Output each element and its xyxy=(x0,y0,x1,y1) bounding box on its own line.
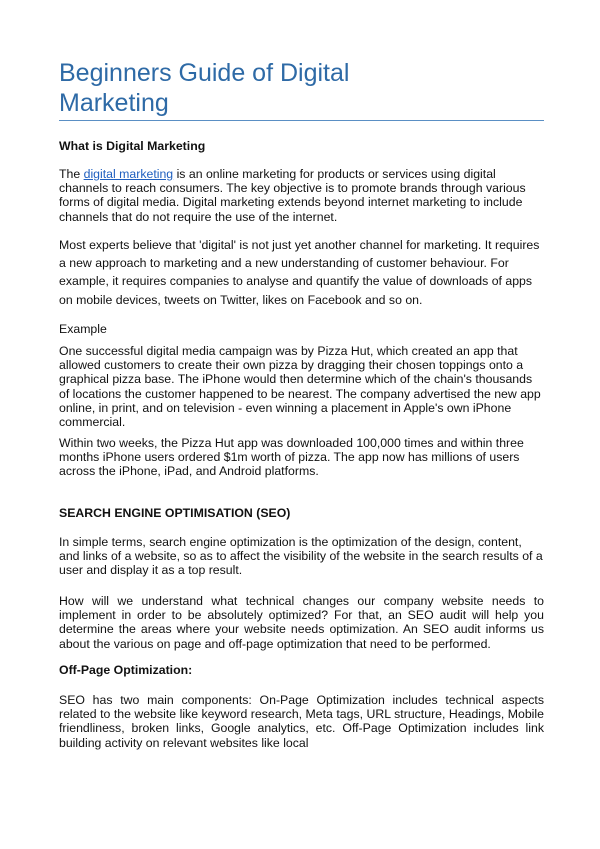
title-line-1: Beginners Guide of Digital xyxy=(59,59,350,87)
seo-audit-paragraph: How will we understand what technical changes our company website needs to implement in order to be absolutely optimized? For that, an SEO audit will help you determine the areas where your website needs optimization. An SEO audit informs us about the various on page and off-page optimization that need to be performed. xyxy=(59,594,544,651)
intro-post-link: is an online marketing for products or services using digital channels to reach consumers. The key objective is to promote brands through various forms of digital media. Digital marketing extends beyond internet marketing to include channels that do not require the use of the internet. xyxy=(59,167,526,224)
example-paragraph: One successful digital media campaign was by Pizza Hut, which created an app that allowed customers to create their own pizza by dragging their chosen toppings onto a graphical pizza base. The iPhone would then determine which of the chain's thousands of locations the customer happened to be nearest. The company advertised the new app online, in print, and on television - even winning a placement in Apple's own iPhone commercial. xyxy=(59,344,541,430)
intro-pre-link: The xyxy=(59,167,84,181)
results-paragraph: Within two weeks, the Pizza Hut app was downloaded 100,000 times and within three months iPhone users ordered $1m worth of pizza. The app now has millions of users across the iPhone, iPad, and Android platforms. xyxy=(59,436,524,479)
what-is-heading: What is Digital Marketing xyxy=(59,139,206,153)
seo-components-paragraph: SEO has two main components: On-Page Optimization includes technical aspects related to the website like keyword research, Meta tags, URL structure, Headings, Mobile friendliness, broken links, Google analytics, etc. Off-Page Optimization includes link building activity on relevant websites like local xyxy=(59,693,544,750)
offpage-heading: Off-Page Optimization: xyxy=(59,663,193,677)
seo-heading: SEARCH ENGINE OPTIMISATION (SEO) xyxy=(59,506,291,520)
title-divider xyxy=(59,120,544,121)
document-title xyxy=(59,58,539,118)
intro-paragraph xyxy=(59,167,544,224)
example-label: Example xyxy=(59,322,107,336)
title-line-2: Marketing xyxy=(59,89,169,117)
seo-definition-paragraph: In simple terms, search engine optimization is the optimization of the design, content, and links of a website, so as to affect the visibility of the website in the search results of a user and display it as a top result. xyxy=(59,535,543,578)
digital-marketing-link[interactable]: digital marketing xyxy=(83,167,174,181)
experts-paragraph: Most experts believe that 'digital' is not just yet another channel for marketing. It requires a new approach to marketing and a new understanding of customer behaviour. For example, it requires companies to analyse and quantify the value of downloads of apps on mobile devices, tweets on Twitter, likes on Facebook and so on. xyxy=(59,238,540,307)
